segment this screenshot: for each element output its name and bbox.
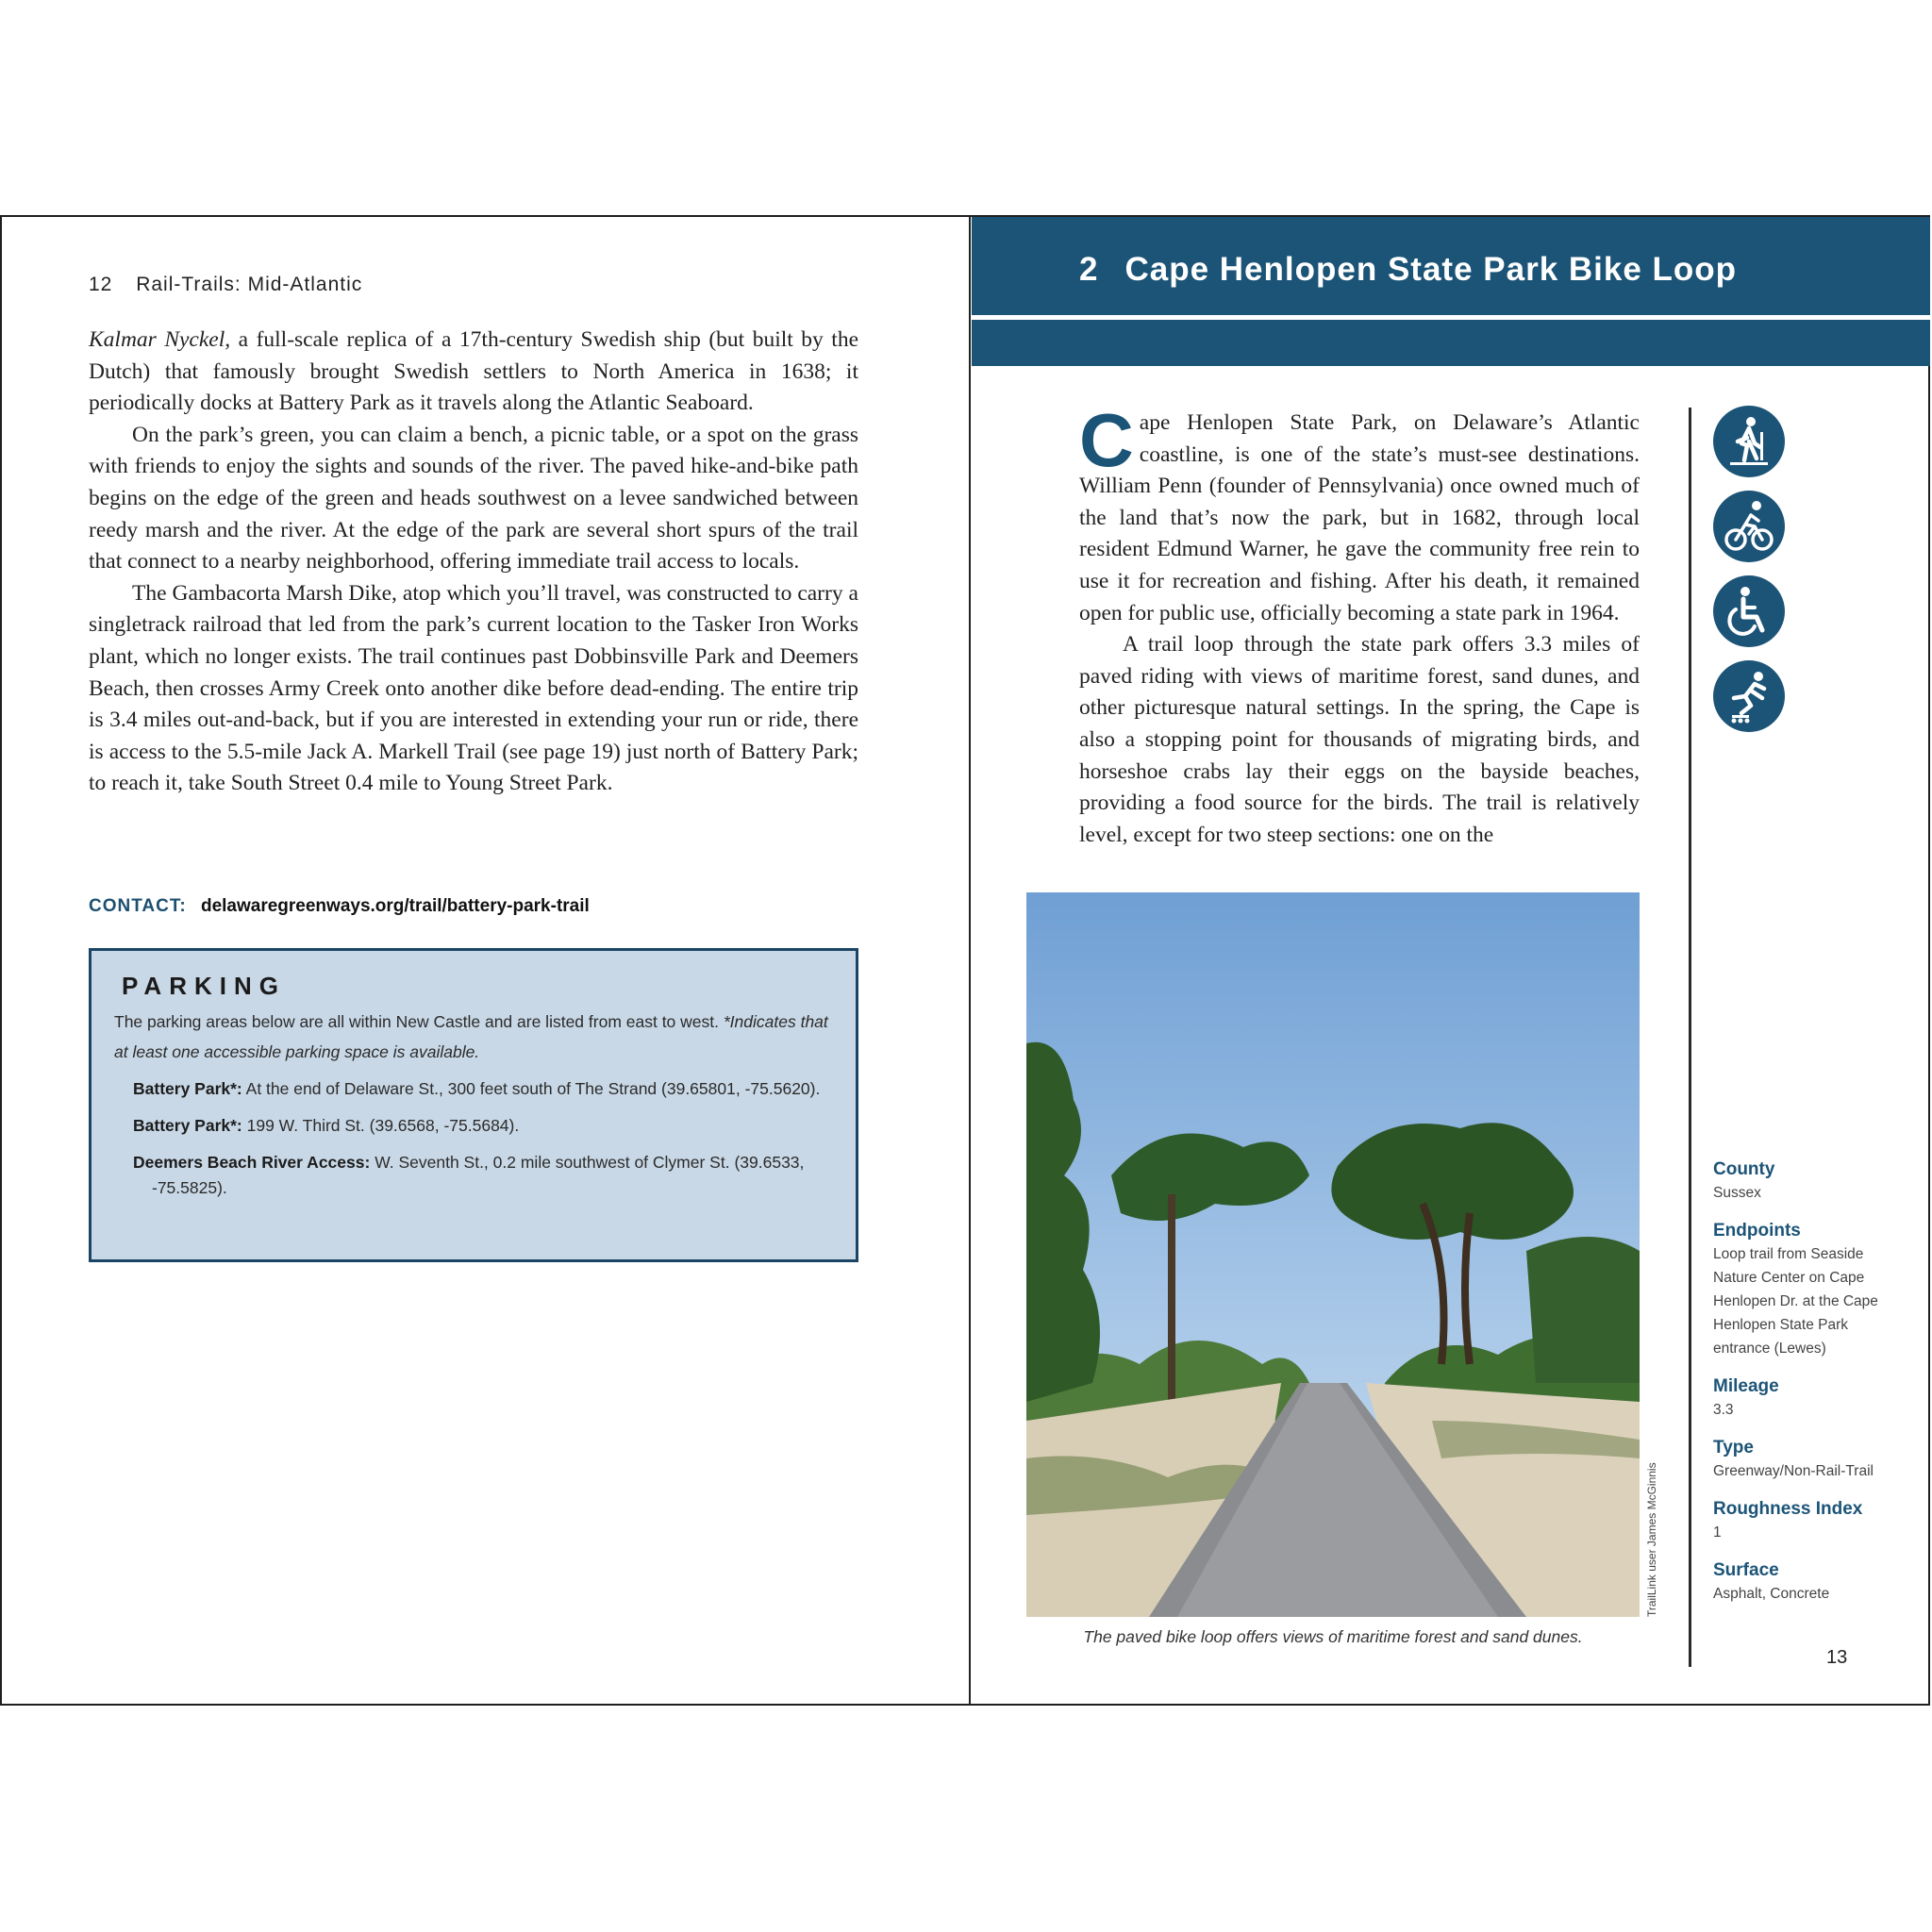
chapter-title: 2 Cape Henlopen State Park Bike Loop (1079, 251, 1738, 288)
banner-rule (972, 315, 1930, 320)
parking-intro: The parking areas below are all within New Castle and are listed from east to west. *Indicates that at least one accessible parking space is available. (114, 1012, 828, 1061)
trail-photo (1026, 892, 1640, 1617)
parking-entry: Deemers Beach River Access: W. Seventh St., 0.2 mile southwest of Clymer St. (39.6533, -75.5825). (133, 1153, 805, 1197)
activity-icons (1713, 406, 1787, 745)
sidebar-rule (1689, 408, 1691, 1667)
left-page-number: 12 (89, 274, 113, 295)
drop-cap: C (1079, 398, 1134, 482)
right-page-number: 13 (1826, 1647, 1848, 1668)
parking-entry: Battery Park*: 199 W. Third St. (39.6568, -75.5684). (133, 1116, 520, 1135)
paragraph: On the park’s green, you can claim a bench, a picnic table, or a spot on the grass with friends to enjoy the sights and sounds of the river. The paved hike-and-bike path begins on the edge of the green and heads southwest on a levee sandwiched between reedy marsh and the river. At the edge of the park are several short spurs of the trail that connect to a nearby neighborhood, offering immediate trail access to locals. (89, 422, 858, 575)
photo-caption: The paved bike loop offers views of maritime forest and sand dunes. (1083, 1627, 1583, 1646)
left-body-text (89, 325, 858, 800)
fact-endpoints: Endpoints Loop trail from Seaside Nature Center on Cape Henlopen Dr. at the Cape Henlopen State Park entrance (Lewes) (1713, 1221, 1878, 1357)
fact-mileage: Mileage 3.3 (1713, 1376, 1779, 1418)
contact-line (89, 896, 590, 917)
chapter-banner (972, 217, 1930, 366)
wheelchair-accessible-icon (1713, 575, 1785, 647)
running-head (89, 274, 362, 296)
parking-heading: PARKING (122, 972, 286, 1000)
book-title: Rail-Trails: Mid-Atlantic (136, 274, 363, 295)
chapter-number: 2 (1079, 251, 1099, 288)
fact-roughness-index: Roughness Index 1 (1713, 1499, 1863, 1541)
book-spread (0, 215, 1930, 1706)
trail-facts (1713, 1158, 1902, 1621)
right-body-text (1079, 398, 1640, 851)
paragraph: The Gambacorta Marsh Dike, atop which you’ll travel, was constructed to carry a singletrack railroad that led from the park’s current location to the Tasker Iron Works plant, which no longer exists. The trail continues past Dobbinsville Park and Deemers Beach, then crosses Army Creek onto another dike before dead-ending. The entire trip is 3.4 miles out-and-back, but if you are interested in extending your run or ride, there is access to the 5.5-mile Jack A. Markell Trail (see page 19) just north of Battery Park; to reach it, take South Street 0.4 mile to Young Street Park. (89, 580, 858, 796)
fact-type: Type Greenway/Non-Rail-Trail (1713, 1438, 1874, 1479)
fact-county: County Sussex (1713, 1159, 1775, 1201)
page-gutter (969, 217, 971, 1704)
parking-box (89, 948, 858, 1262)
ship-name: Kalmar Nyckel, (89, 327, 231, 352)
parking-entry: Battery Park*: At the end of Delaware St., 300 feet south of The Strand (39.65801, -75.5620). (133, 1079, 821, 1098)
paragraph: A trail loop through the state park offers 3.3 miles of paved riding with views of maritime forest, sand dunes, and other picturesque natural settings. In the spring, the Cape is also a stopping point for thousands of migrating birds, and horseshoe crabs lay their eggs on the bayside beaches, providing a food source for the birds. The trail is relatively level, except for two steep sections: one on the (1079, 632, 1640, 847)
inline-skating-icon (1713, 660, 1785, 732)
contact-url[interactable]: delawaregreenways.org/trail/battery-park-trail (200, 896, 590, 916)
paragraph: Cape Henlopen State Park, on Delaware’s Atlantic coastline, is one of the state’s must-see destinations. William Penn (founder of Pennsylvania) once owned much of the land that’s now the park, but in 1682, through local resident Edmund Warner, he gave the community free rein to use it for recreation and fishing. After his death, it remained open for public use, officially becoming a state park in 1964. (1079, 398, 1640, 625)
bicycling-icon (1713, 491, 1785, 562)
paragraph: Kalmar Nyckel, a full-scale replica of a 17th-century Swedish ship (but built by the Dutch) that famously brought Swedish settlers to North America in 1638; it periodically docks at Battery Park as it travels along the Atlantic Seaboard. (89, 327, 858, 416)
photo-credit: TrailLink user James McGinnis (1645, 1462, 1658, 1617)
walking-icon (1713, 406, 1785, 477)
fact-surface: Surface Asphalt, Concrete (1713, 1560, 1830, 1602)
contact-label: CONTACT: (89, 896, 187, 916)
